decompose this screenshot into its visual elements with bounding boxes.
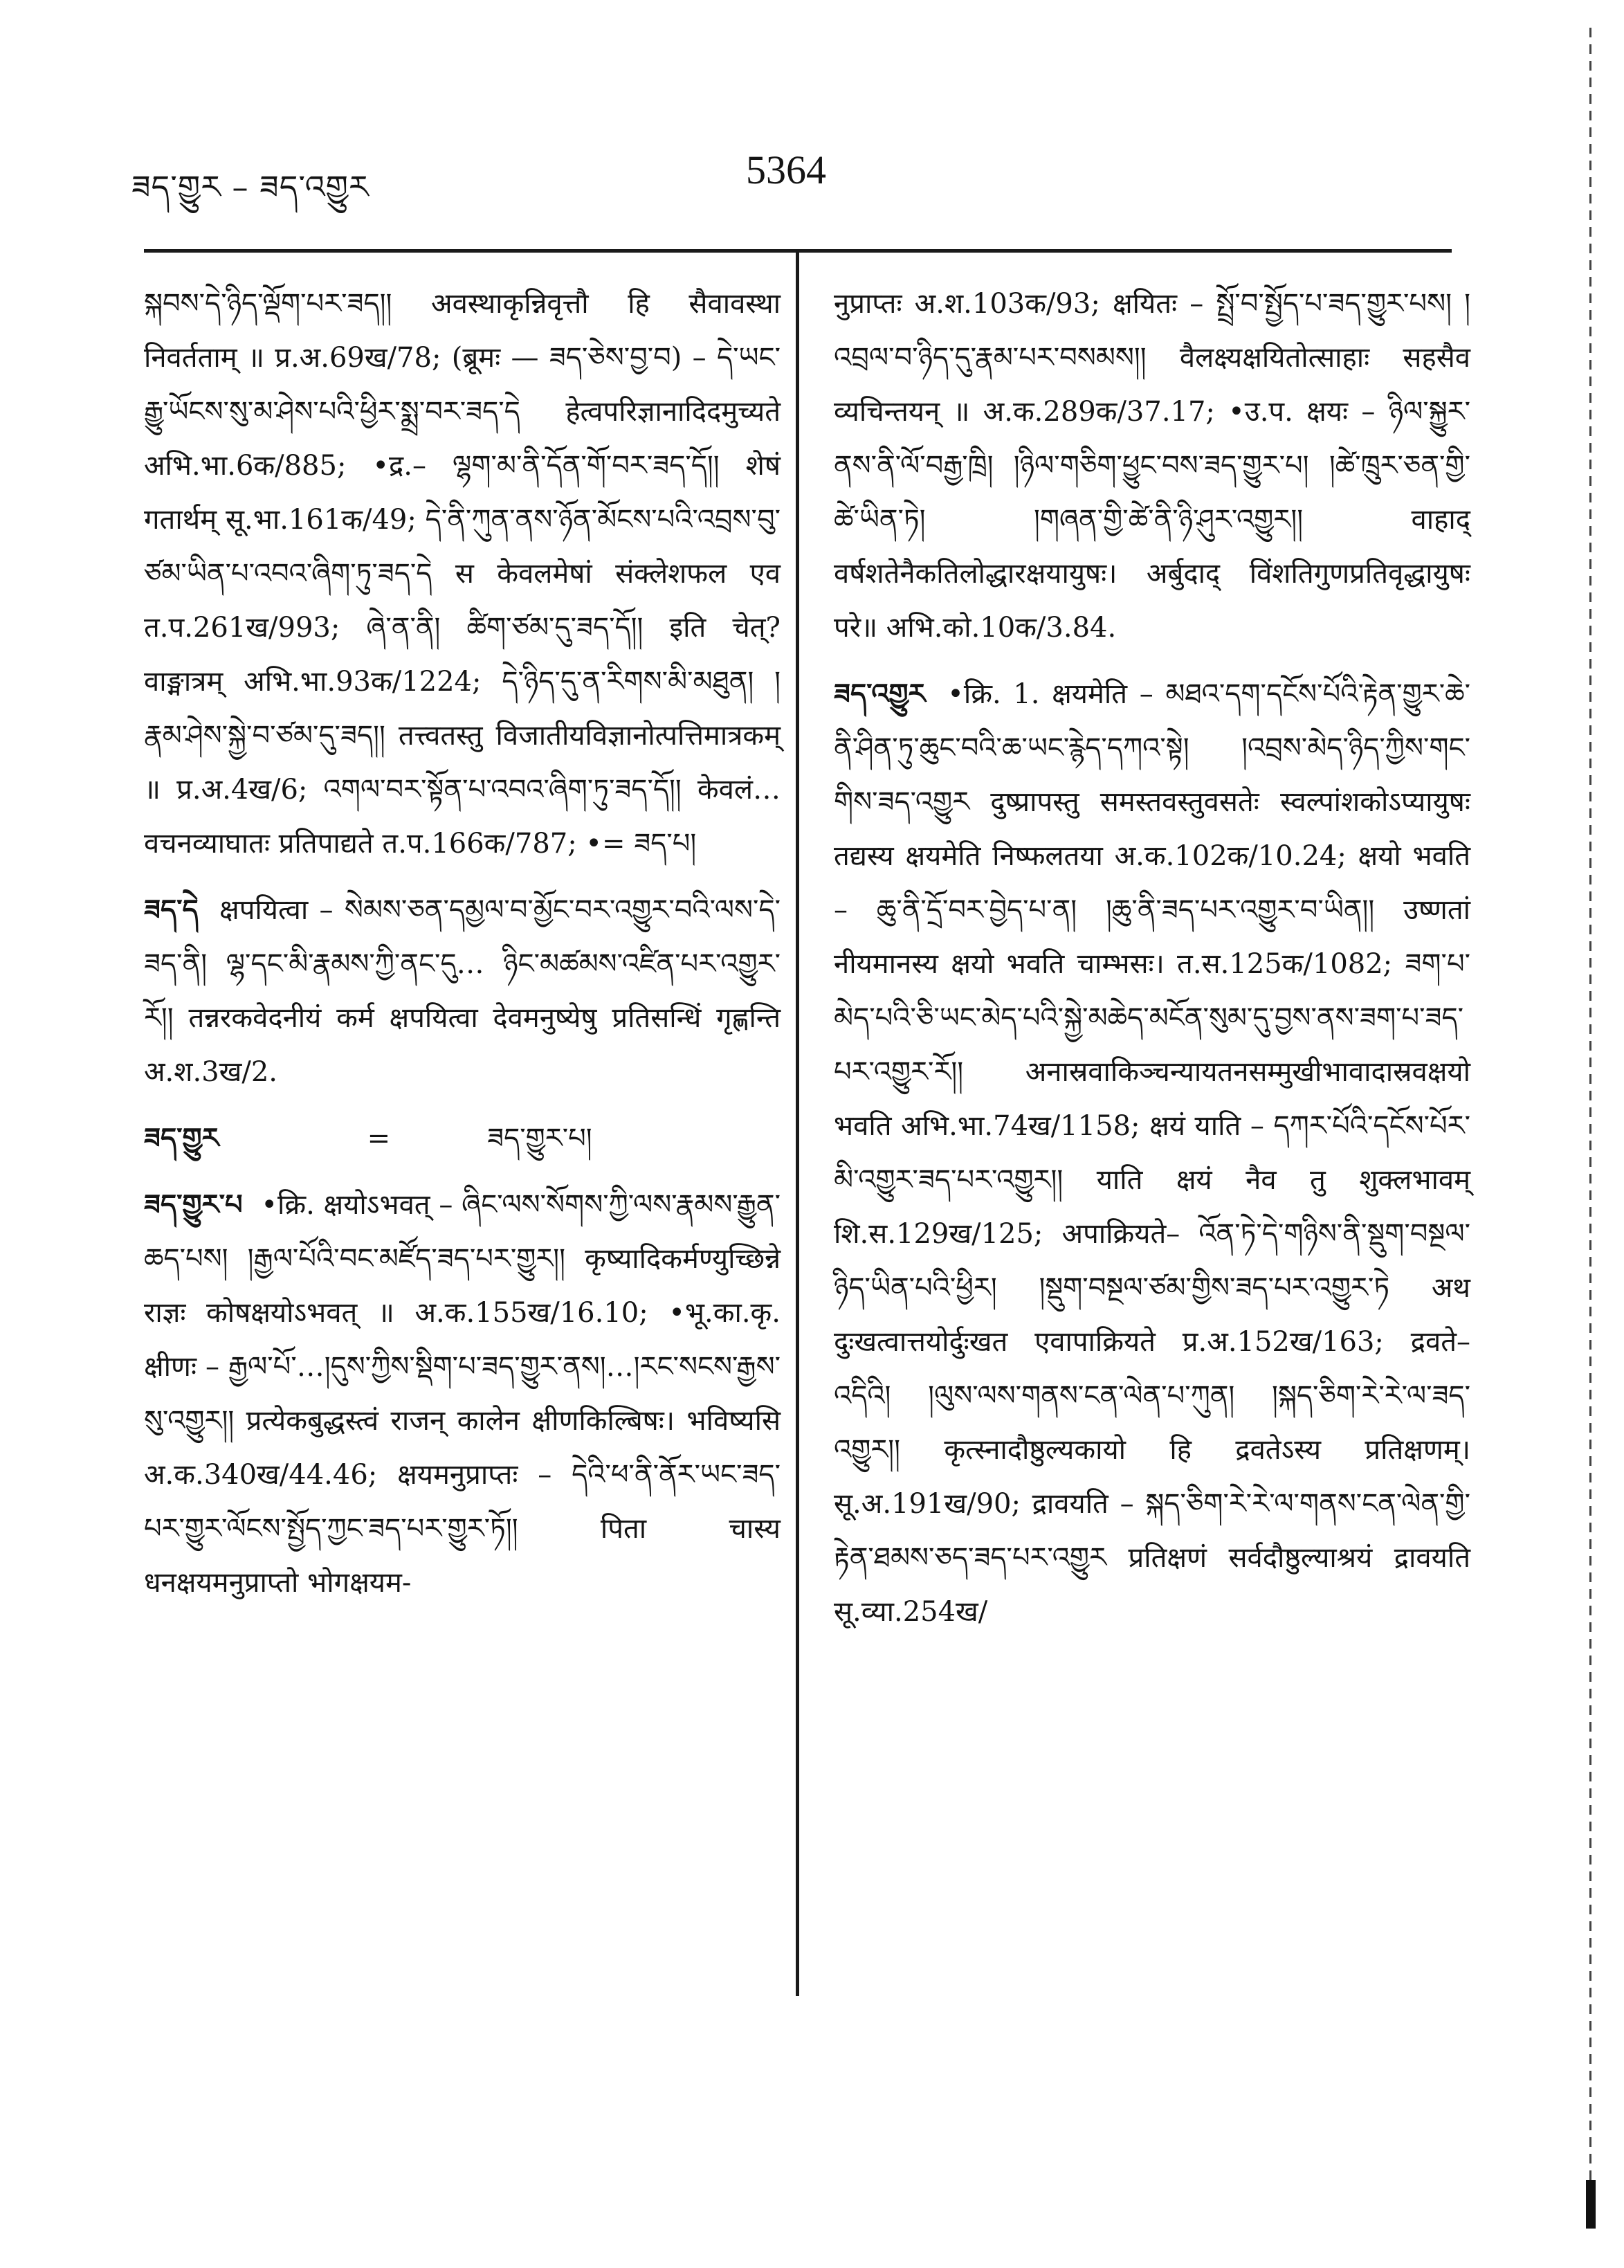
entry-zadde	[144, 883, 781, 1099]
entry-continuation: སྐབས་དེ་ཉིད་ལྡོག་པར་ཟད།། अवस्थाकृन्निवृत्तौ हि सैवावस्था निवर्तताम् ॥ प्र.अ.69ख/78; (ब्रूमः — ཟད་ཅེས་བྱ་བ) – དེ་ཡང་རྒྱུ་ཡོངས་སུ་མ་ཤེས་པའི་ཕྱིར་སྨྲ་བར་ཟད་དེ हेत्वपरिज्ञानादिदमुच्यते अभि.भा.6क/885; •द्र.– ལྷག་མ་ནི་དོན་གོ་བར་ཟད་དོ།། शेषं गतार्थम् सू.भा.161क/49; དེ་ནི་ཀུན་ནས་ཉོན་མོངས་པའི་འབྲས་བུ་ཙམ་ཡིན་པ་འབའ་ཞིག་ཏུ་ཟད་དེ स केवलमेषां संक्लेशफल एव त.प.261ख/993; ཞེ་ན་ནི། ཚིག་ཙམ་དུ་ཟད་དོ།། इति चेत्? वाङ्मात्रम् अभि.भा.93क/1224; དེ་ཉིད་དུ་ན་རིགས་མི་མཐུན། །རྣམ་ཤེས་སྐྱེ་བ་ཙམ་དུ་ཟད།། तत्त्वतस्तु विजातीयविज्ञानोत्पत्तिमात्रकम् ॥ प्र.अ.4ख/6; འགལ་བར་སྟོན་པ་འབའ་ཞིག་ཏུ་ཟད་དོ།། केवलं… वचनव्याघातः प्रतिपाद्यते त.प.166क/787; •= ཟད་པ།	[144, 288, 781, 860]
entry-body-zadgyurpa: •क्रि. क्षयोऽभवत् – ཞིང་ལས་སོགས་ཀྱི་ལས་རྣམས་རྒྱུན་ཆད་པས། །རྒྱལ་པོའི་བང་མཛོད་ཟད་པར་གྱུར།། कृष्यादिकर्मण्युच्छिन्ने राज्ञः कोषक्षयोऽभवत् ॥ अ.क.155ख/16.10; •भू.का.कृ. क्षीणः – རྒྱལ་པོ་…།དུས་ཀྱིས་སྡིག་པ་ཟད་གྱུར་ནས།…།རང་སངས་རྒྱས་སུ་འགྱུར།། प्रत्येकबुद्धस्त्वं राजन् कालेन क्षीणकिल्बिषः। भविष्यसि अ.क.340ख/44.46; क्षयमनुप्राप्तः – དེའི་ཕ་ནི་ནོར་ཡང་ཟད་པར་གྱུར་ལོངས་སྤྱོད་ཀྱང་ཟད་པར་གྱུར་ཏོ།། पिता चास्य धनक्षयमनुप्राप्तो भोगक्षयम-	[144, 1189, 781, 1599]
equals-sign: =	[367, 1123, 391, 1154]
headword-zadgyur: ཟད་གྱུར	[144, 1122, 219, 1154]
entry-continuation: नुप्राप्तः अ.श.103क/93; क्षयितः – སྤྲོ་བ་སྤྱོད་པ་ཟད་གྱུར་པས། །འབྲལ་བ་ཉིད་དུ་རྣམ་པར་བསམས།། वैलक्ष्यक्षयितोत्साहाः सहसैव व्यचिन्तयन् ॥ अ.क.289क/37.17; •उ.प. क्षयः – ཉིལ་སྐྱུར་ནས་ནི་ལོ་བརྒྱ་ཁྲི། །ཉིལ་གཅིག་ཕྱུང་བས་ཟད་གྱུར་པ། །ཚེ་ཁྲུར་ཅན་གྱི་ཚེ་ཡིན་ཏེ། །གཞན་གྱི་ཚེ་ནི་ཉི་ཤུར་འགྱུར།། वाहाद् वर्षशतेनैकतिलोद्धारक्षयायुषः। अर्बुदाद् विंशतिगुणप्रतिवृद्धायुषः परे॥ अभि.को.10क/3.84.	[834, 288, 1470, 644]
entry-zadgyurpa	[144, 1178, 781, 1610]
page-number: 5364	[746, 147, 826, 192]
page-edge-mark	[1586, 2180, 1596, 2229]
cross-reference: ཟད་གྱུར་པ།	[487, 1123, 592, 1154]
headword-zadjgyur: ཟད་འགྱུར	[834, 678, 926, 710]
entry-zadgyur	[144, 1112, 781, 1165]
headword-zadde: ཟད་དེ	[144, 893, 199, 926]
right-column	[834, 277, 1470, 1639]
column-divider	[796, 252, 799, 1996]
left-column	[144, 277, 781, 1610]
running-head: ཟད་གྱུར – ཟད་འགྱུར	[131, 168, 369, 206]
entry-body-zadde: क्षपयित्वा – སེམས་ཅན་དམྱལ་བ་མྱོང་བར་འགྱུར་བའི་ལས་དེ་ཟད་ནི། ལྷ་དང་མི་རྣམས་ཀྱི་ནང་དུ… ཉིང་མཚམས་འཛིན་པར་འགྱུར་རོ།། तन्नरकवेदनीयं कर्म क्षपयित्वा देवमनुष्येषु प्रतिसन्धिं गृह्णन्ति अ.श.3ख/2.	[144, 894, 781, 1088]
entry-body-zadjgyur: •क्रि. 1. क्षयमेति – མཐའ་དག་དངོས་པོའི་རྟེན་གྱུར་ཆེ་ནི་ཤིན་ཏུ་ཆུང་བའི་ཆ་ཡང་རྙེད་དཀའ་སྟེ། །འབྲས་མེད་ཉིད་ཀྱིས་གང་གིས་ཟད་འགྱུར दुष्प्रापस्तु समस्तवस्तुवसतेः स्वल्पांशकोऽप्यायुषः तद्यस्य क्षयमेति निष्फलतया अ.क.102क/10.24; क्षयो भवति – ཆུ་ནི་དྲོ་བར་བྱེད་པ་ན། །ཆུ་ནི་ཟད་པར་འགྱུར་བ་ཡིན།། उष्णतां नीयमानस्य क्षयो भवति चाम्भसः। त.स.125क/1082; ཟག་པ་མེད་པའི་ཅི་ཡང་མེད་པའི་སྐྱེ་མཆེད་མངོན་སུམ་དུ་བྱས་ནས་ཟག་པ་ཟད་པར་འགྱུར་རོ།། अनास्रवाकिञ्चन्यायतनसम्मुखीभावादास्रवक्षयो भवति अभि.भा.74ख/1158; क्षयं याति – དཀར་པོའི་དངོས་པོར་མི་འགྱུར་ཟད་པར་འགྱུར།། याति क्षयं नैव तु शुक्लभावम् शि.स.129ख/125; अपाक्रियते– འོན་ཏེ་དེ་གཉིས་ནི་སྡུག་བསྔལ་ཉིད་ཡིན་པའི་ཕྱིར། །སྡུག་བསྔལ་ཙམ་གྱིས་ཟད་པར་འགྱུར་ཏེ अथ दुःखत्वात्तयोर्दुःखत एवापाक्रियते प्र.अ.152ख/163; द्रवते– འདིའི། །ལུས་ལས་གནས་ངན་ལེན་པ་ཀུན། །སྐད་ཅིག་རེ་རེ་ལ་ཟད་འགྱུར།། कृत्स्नादौष्ठुल्यकायो हि द्रवतेऽस्य प्रतिक्षणम्। सू.अ.191ख/90; द्रावयति – སྐད་ཅིག་རེ་རེ་ལ་གནས་ངན་ལེན་གྱི་རྟེན་ཐམས་ཅད་ཟད་པར་འགྱུར प्रतिक्षणं सर्वदौष्ठुल्याश्रयं द्रावयति सू.व्या.254ख/	[834, 678, 1470, 1628]
page-edge-rule	[1589, 28, 1591, 2229]
headword-zadgyurpa: ཟད་གྱུར་པ	[144, 1188, 243, 1221]
entry-zadjgyur	[834, 667, 1470, 1639]
